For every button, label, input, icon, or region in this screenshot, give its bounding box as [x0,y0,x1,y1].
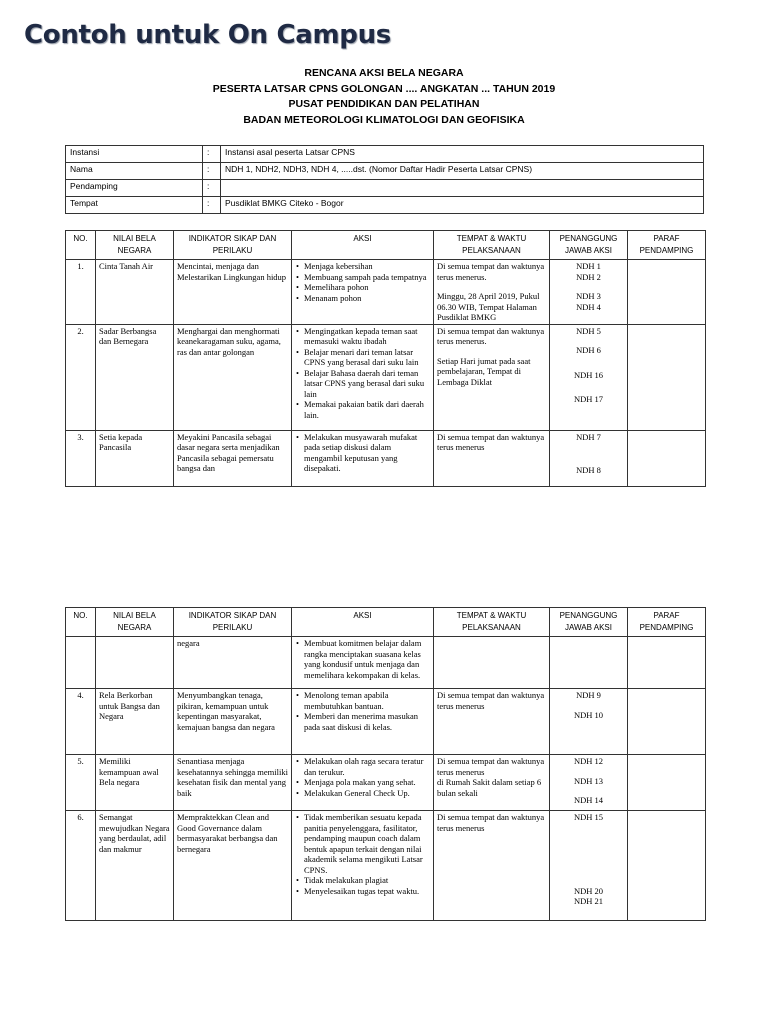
pj-item: NDH 6 [576,345,601,355]
tempat-cell [434,324,550,430]
indikator-cell: Menghargai dan menghormati keanekaragaman suku, agama, ras dan antar golongan [174,324,292,430]
col-header: NO. [66,231,96,260]
heading-line: PESERTA LATSAR CPNS GOLONGAN .... ANGKATAN ... TAHUN 2019 [212,82,556,95]
pj-item: NDH 1 [576,261,601,271]
indikator-cell: Mencintai, menjaga dan Melestarikan Lingkungan hidup [174,260,292,325]
nilai-cell: Setia kepada Pancasila [96,430,174,486]
tempat-cell [434,430,550,486]
aksi-item: • Menyelesaikan tugas tepat waktu. [304,886,430,897]
tempat-cell [434,260,550,325]
action-plan-table-2 [65,607,706,921]
row-number: 4. [66,689,96,755]
document-heading [0,66,768,128]
info-table [65,145,704,214]
pj-item: NDH 21 [573,896,604,906]
tempat-cell [434,689,550,755]
heading-line: RENCANA AKSI BELA NEGARA [304,67,464,79]
col-header: AKSI [292,608,434,637]
aksi-cell [292,430,434,486]
aksi-cell [292,689,434,755]
nilai-cell: Semangat mewujudkan Negara yang berdaulat, adil dan makmur [96,811,174,921]
aksi-item: • Membuang sampah pada tempatnya [304,272,430,283]
indikator-cell: Mempraktekkan Clean and Good Governance dalam bermasyarakat berbangsa dan bernegara [174,811,292,921]
col-header: PARAF PENDAMPING [628,231,706,260]
paraf-cell [628,637,706,689]
aksi-item: • Memberi dan menerima masukan pada saat diskusi di kelas. [304,711,430,732]
heading-line: BADAN METEOROLOGI KLIMATOLOGI DAN GEOFISIKA [243,113,525,126]
col-header: NILAI BELA NEGARA [96,231,174,260]
aksi-item: • Menolong teman apabila membutuhkan bantuan. [304,690,430,711]
header-row [66,608,706,637]
col-header: NO. [66,608,96,637]
indikator-cell: negara [174,637,292,689]
table-row [66,811,706,921]
table-row [66,324,706,430]
aksi-cell [292,755,434,811]
pj-item: NDH 20 [573,885,604,896]
tempat-text: Di semua tempat dan waktunya terus menerus [437,812,545,833]
info-row [66,146,704,163]
paraf-cell [628,689,706,755]
nilai-cell: Rela Berkorban untuk Bangsa dan Negara [96,689,174,755]
aksi-item: • Melakukan olah raga secara teratur dan terukur. [304,756,430,777]
info-row [66,180,704,197]
info-sep: : [203,146,221,163]
info-value: NDH 1, NDH2, NDH3, NDH 4, .....dst. (Nomor Daftar Hadir Peserta Latsar CPNS) [221,163,704,180]
pj-cell [550,755,628,811]
tempat-text: Di semua tempat dan waktunya terus menerus. [437,325,545,346]
pj-item: NDH 7 [576,431,601,442]
aksi-item: • Melakukan General Check Up. [304,788,430,799]
tempat-text: Minggu, 28 April 2019, Pukul 06.30 WIB, Tempat Halaman Pusdiklat BMKG [437,291,540,322]
col-header: INDIKATOR SIKAP DAN PERILAKU [174,231,292,260]
tempat-cell [434,811,550,921]
table-row [66,637,706,689]
col-header: NILAI BELA NEGARA [96,608,174,637]
info-value [221,180,704,197]
pj-cell [550,811,628,921]
pj-item: NDH 12 [573,756,604,766]
col-header: TEMPAT & WAKTU PELAKSANAAN [434,608,550,637]
pj-item: NDH 15 [573,812,604,822]
tempat-text: Di semua tempat dan waktunya terus menerus. [437,261,545,282]
pj-cell [550,260,628,325]
page-title: Contoh untuk On Campus [24,20,391,50]
aksi-item: • Tidak memberikan sesuatu kepada panitia penyelenggara, fasilitator, pendamping maupun coach dalam bentuk apapun terkait dengan nilai akademik selama mengikuti Latsar CPNS. [304,812,430,875]
paraf-cell [628,324,706,430]
aksi-cell [292,324,434,430]
col-header: TEMPAT & WAKTU PELAKSANAAN [434,231,550,260]
paraf-cell [628,811,706,921]
info-label: Instansi [66,146,203,163]
tempat-text: Di semua tempat dan waktunya terus menerus [437,756,545,777]
aksi-item: • Mengingatkan kepada teman saat memasuki waktu ibadah [304,326,430,347]
row-number: 6. [66,811,96,921]
info-sep: : [203,197,221,214]
paraf-cell [628,430,706,486]
pj-item: NDH 9 [576,690,601,700]
pj-item: NDH 17 [573,394,604,404]
row-number: 2. [66,324,96,430]
row-number: 1. [66,260,96,325]
nilai-cell [96,637,174,689]
aksi-cell [292,811,434,921]
paraf-cell [628,755,706,811]
row-number: 5. [66,755,96,811]
aksi-item: • Menanam pohon [304,293,430,304]
pj-item: NDH 2 [576,271,601,282]
aksi-item: • Menjaga kebersihan [304,261,430,272]
tempat-cell [434,755,550,811]
aksi-item: • Membuat komitmen belajar dalam rangka menciptakan suasana kelas yang kondusif untuk menjaga dan memelihara kekompakan di kelas. [304,638,430,680]
pj-item: NDH 16 [573,369,604,380]
pj-item: NDH 4 [576,301,601,312]
aksi-item: • Memakai pakaian batik dari daerah lain. [304,399,430,420]
pj-item: NDH 10 [573,709,604,720]
heading-line: PUSAT PENDIDIKAN DAN PELATIHAN [288,98,480,110]
info-label: Tempat [66,197,203,214]
tempat-text: Di semua tempat dan waktunya terus menerus [437,431,545,452]
pj-item: NDH 13 [573,775,604,786]
table-row [66,755,706,811]
action-plan-table-1 [65,230,706,487]
pj-item: NDH 14 [573,795,604,805]
pj-cell [550,430,628,486]
pj-item: NDH 3 [576,291,601,301]
pj-item: NDH 5 [576,325,601,336]
pj-cell [550,324,628,430]
tempat-text: di Rumah Sakit dalam setiap 6 bulan sekali [437,777,542,798]
indikator-cell: Meyakini Pancasila sebagai dasar negara serta menjadikan Pancasila sebagai pemersatu bangsa dan [174,430,292,486]
info-row [66,163,704,180]
aksi-item: • Belajar Bahasa daerah dari teman latsar CPNS yang berasal dari suku lain [304,368,430,400]
info-sep: : [203,163,221,180]
pj-cell [550,689,628,755]
nilai-cell: Cinta Tanah Air [96,260,174,325]
pj-item: NDH 8 [576,465,601,475]
col-header: AKSI [292,231,434,260]
info-value: Instansi asal peserta Latsar CPNS [221,146,704,163]
table-row [66,430,706,486]
table-row [66,689,706,755]
tempat-text: Di semua tempat dan waktunya terus menerus [437,690,545,711]
indikator-cell: Senantiasa menjaga kesehatannya sehingga memiliki kesehatan fisik dan mental yang baik [174,755,292,811]
paraf-cell [628,260,706,325]
info-sep: : [203,180,221,197]
nilai-cell: Memiliki kemampuan awal Bela negara [96,755,174,811]
pj-cell [550,637,628,689]
aksi-item: • Memelihara pohon [304,282,430,293]
tempat-text: Setiap Hari jumat pada saat pembelajaran, Tempat di Lembaga Diklat [437,355,531,387]
col-header: PARAF PENDAMPING [628,608,706,637]
row-number: 3. [66,430,96,486]
row-number [66,637,96,689]
table-row [66,260,706,325]
col-header: INDIKATOR SIKAP DAN PERILAKU [174,608,292,637]
info-row [66,197,704,214]
aksi-cell [292,637,434,689]
indikator-cell: Menyumbangkan tenaga, pikiran, kemampuan untuk kepentingan masyarakat, kemajuan bangsa dan negara [174,689,292,755]
nilai-cell: Sadar Berbangsa dan Bernegara [96,324,174,430]
aksi-cell [292,260,434,325]
info-value: Pusdiklat BMKG Citeko - Bogor [221,197,704,214]
aksi-item: • Belajar menari dari teman latsar CPNS yang berasal dari suku lain [304,347,430,368]
info-label: Pendamping [66,180,203,197]
info-label: Nama [66,163,203,180]
aksi-item: • Melakukan musyawarah mufakat pada setiap diskusi dalam mengambil keputusan yang disepakati. [304,432,430,474]
col-header: PENANGGUNG JAWAB AKSI [550,231,628,260]
aksi-item: • Menjaga pola makan yang sehat. [304,777,430,788]
tempat-cell [434,637,550,689]
header-row [66,231,706,260]
aksi-item: • Tidak melakukan plagiat [304,875,430,886]
col-header: PENANGGUNG JAWAB AKSI [550,608,628,637]
